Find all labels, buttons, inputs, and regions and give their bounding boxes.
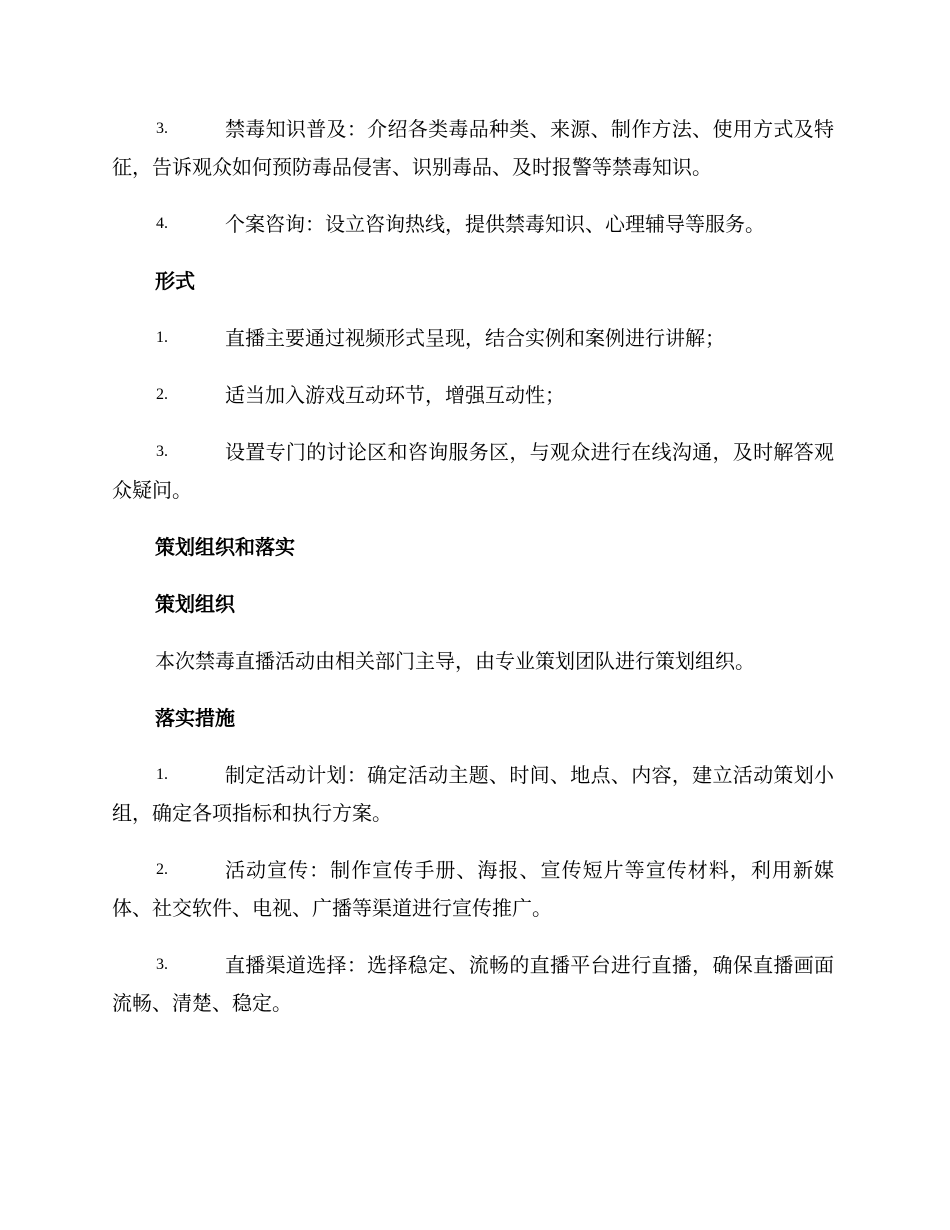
list-item [112,851,834,927]
list-number: 1. [156,766,168,783]
list-item [112,110,834,186]
section-heading: 形式 [155,269,195,293]
list-number: 4. [156,215,168,232]
list-item-text: 直播主要通过视频形式呈现，结合实例和案例进行讲解； [225,326,725,350]
list-item [112,319,834,357]
section-heading: 策划组织和落实 [155,535,295,559]
list-item [112,205,834,243]
list-number: 1. [156,329,168,346]
list-number: 3. [156,120,168,137]
list-item [112,433,834,509]
list-item-text: 直播渠道选择：选择稳定、流畅的直播平台进行直播，确保直播画面流畅、清楚、稳定。 [112,953,834,1015]
list-number: 2. [156,861,168,878]
list-number: 3. [156,956,168,973]
list-number: 3. [156,443,168,460]
list-item-text: 制定活动计划：确定活动主题、时间、地点、内容，建立活动策划小组，确定各项指标和执行方案。 [112,763,834,825]
subsection-heading: 落实措施 [155,706,235,730]
document-body [112,110,834,1041]
list-item [112,756,834,832]
list-item-text: 设置专门的讨论区和咨询服务区，与观众进行在线沟通，及时解答观众疑问。 [112,440,834,502]
paragraph: 本次禁毒直播活动由相关部门主导，由专业策划团队进行策划组织。 [155,649,755,673]
subsection-heading: 策划组织 [155,592,235,616]
list-item-text: 活动宣传：制作宣传手册、海报、宣传短片等宣传材料，利用新媒体、社交软件、电视、广播等渠道进行宣传推广。 [112,858,834,920]
list-item-text: 适当加入游戏互动环节，增强互动性； [225,383,565,407]
list-item-text: 禁毒知识普及：介绍各类毒品种类、来源、制作方法、使用方式及特征，告诉观众如何预防毒品侵害、识别毒品、及时报警等禁毒知识。 [112,117,834,179]
list-item-text: 个案咨询：设立咨询热线，提供禁毒知识、心理辅导等服务。 [225,212,765,236]
list-item [112,946,834,1022]
list-number: 2. [156,386,168,403]
list-item [112,376,834,414]
